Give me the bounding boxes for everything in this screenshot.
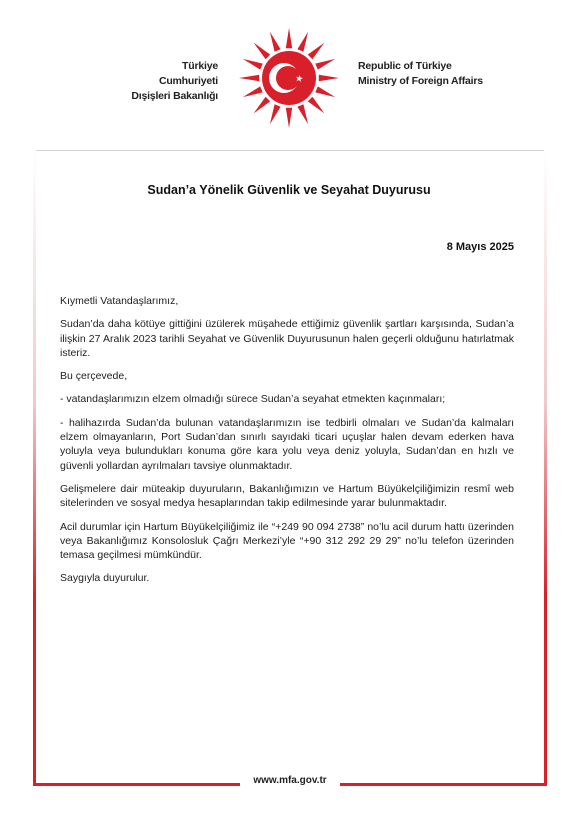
emblem-ray — [286, 28, 292, 48]
closing-line: Saygıyla duyurulur. — [60, 572, 150, 585]
header-left-line1: Türkiye Cumhuriyeti — [158, 60, 218, 87]
emblem-ray — [315, 59, 335, 70]
frame-top-border — [33, 150, 547, 151]
emblem-ray — [270, 104, 281, 124]
emblem-ray — [297, 104, 308, 124]
paragraph-intro: Sudan’da daha kötüye gittiğini üzülerek müşahede ettiğimiz güvenlik şartları karşısında, Sudan’a ilişkin 27 Aralık 2023 tarihli Seyahat ve Güvenlik Duyurusunun halen geçerli olduğunu hatırlatmak isteriz. — [60, 318, 514, 359]
frame-left-border — [33, 150, 36, 786]
emblem-ray — [315, 86, 335, 97]
emblem-ray — [319, 75, 339, 81]
announcement-date: 8 Mayıs 2025 — [446, 241, 514, 253]
footer-website-link[interactable]: www.mfa.gov.tr — [253, 775, 327, 786]
header-right-line2: Ministry of Foreign Affairs — [358, 75, 483, 87]
emblem-ray — [286, 108, 292, 128]
announcement-body — [60, 294, 514, 595]
frame-bottom-border-left — [33, 783, 240, 786]
header-right-line1: Republic of Türkiye — [358, 60, 452, 72]
paragraph-emergency-contacts: Acil durumlar için Hartum Büyükelçiliğimiz ile “+249 90 094 2738” no’lu acil durum hattı üzerinden veya Bakanlığımız Konsolosluk Çağrı Merkezi’yle “+90 312 292 29 29” no’lu telefon üzerinden temasa geçilmesi mümkündür. — [60, 520, 514, 562]
emblem-ray — [243, 86, 263, 97]
emblem-ray — [254, 97, 271, 114]
emblem-ray — [270, 32, 281, 52]
paragraph-follow-updates: Gelişmelere dair müteakip duyuruların, Bakanlığımızın ve Hartum Büyükelçiliğimizin resmî web sitelerinden ve sosyal medya hesaplarından takip edilmesinde yarar bulunmaktadır. — [60, 482, 514, 510]
bullet-leave-sudan: - halihazırda Sudan’da bulunan vatandaşlarımızın ise tedbirli olmaları ve Sudan’da kalmaları elzem olmayanların, Port Sudan’dan sınırlı sayıdaki ticari uçuşlar halen devam ederken hava yoluyla veya bulundukları konuma göre kara yolu veya deniz yoluyla, Sudan’dan en hızlı ve güvenli yollardan ayrılmaları tavsiye olunmaktadır. — [60, 416, 514, 472]
emblem-ray — [308, 43, 325, 60]
header-left-line2: Dışişleri Bakanlığı — [131, 90, 218, 102]
bullet-avoid-travel: - vatandaşlarımızın elzem olmadığı sürece Sudan’a seyahat etmekten kaçınmaları; — [60, 393, 446, 406]
emblem-ray — [297, 32, 308, 52]
emblem-ray — [239, 75, 259, 81]
emblem-ray — [243, 59, 263, 70]
ministry-emblem-icon — [236, 25, 342, 131]
ministry-name-english — [358, 59, 498, 89]
frame-right-border — [544, 150, 547, 786]
announcement-title: Sudan’a Yönelik Güvenlik ve Seyahat Duyurusu — [147, 183, 431, 197]
paragraph-framework: Bu çerçevede, — [60, 370, 128, 383]
emblem-ray — [254, 43, 271, 60]
ministry-name-turkish — [128, 59, 218, 104]
emblem-ray — [308, 97, 325, 114]
frame-bottom-border-right — [340, 783, 547, 786]
salutation: Kıymetli Vatandaşlarımız, — [60, 295, 179, 307]
